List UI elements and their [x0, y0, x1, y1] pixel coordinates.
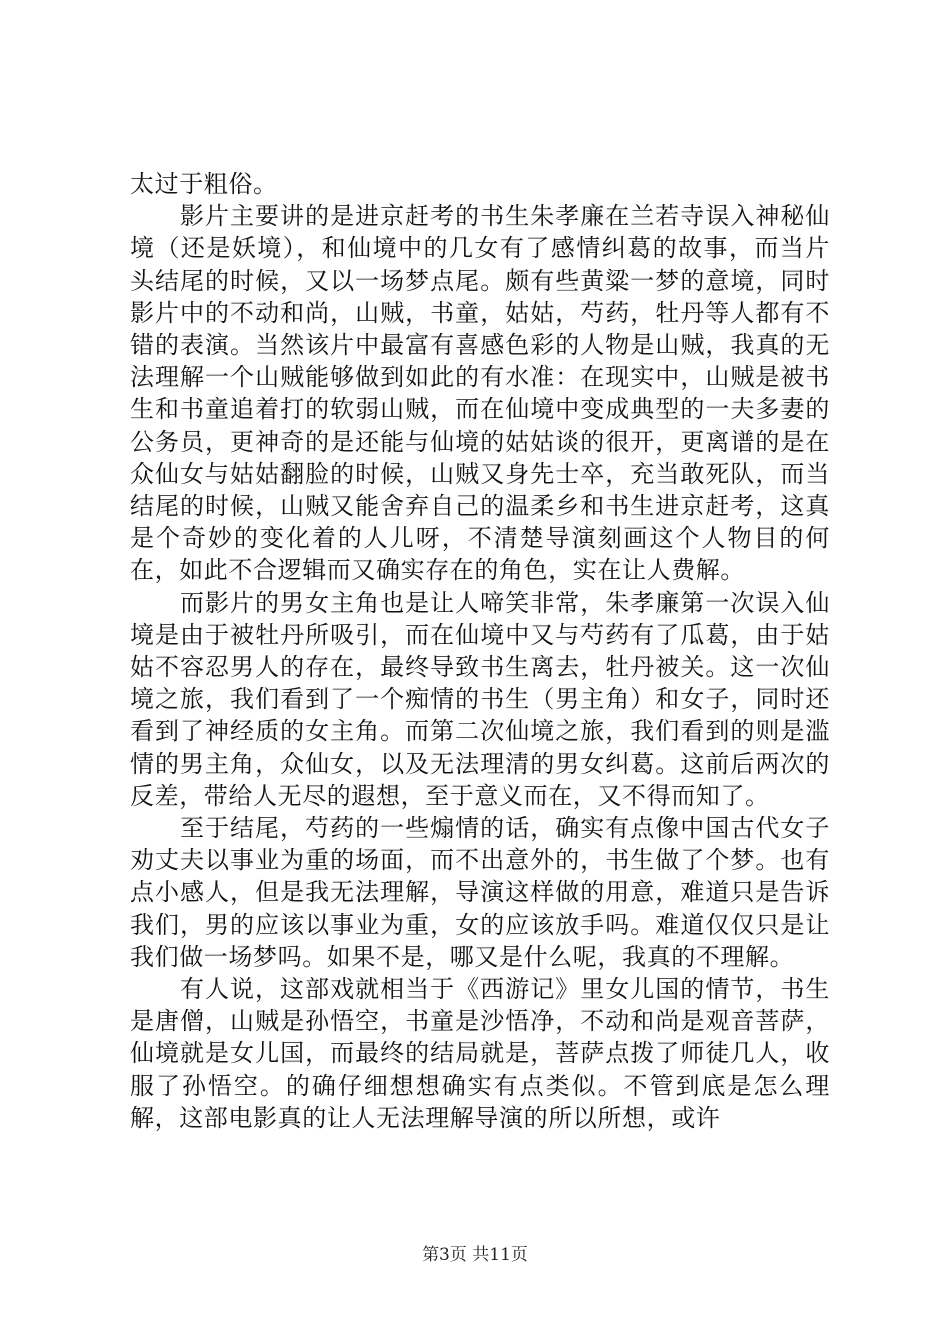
paragraph-journey-west-comparison: 有人说，这部戏就相当于《西游记》里女儿国的情节，书生是唐僧，山贼是孙悟空，书童是沙悟净，不动和尚是观音菩萨，仙境就是女儿国，而最终的结局就是，菩萨点拨了师徒几人，收服了孙悟空。的确仔细想想确实有点类似。不管到底是怎么理解，这部电影真的让人无法理解导演的所以所想，或许 — [130, 975, 830, 1132]
paragraph-continuation: 太过于粗俗。 — [130, 170, 278, 198]
paragraph-ending: 至于结尾，芍药的一些煽情的话，确实有点像中国古代女子劝丈夫以事业为重的场面，而不出意外的，书生做了个梦。也有点小感人，但是我无法理解，导演这样做的用意，难道只是告诉我们，男的应该以事业为重，女的应该放手吗。难道仅仅只是让我们做一场梦吗。如果不是，哪又是什么呢，我真的不理解。 — [130, 814, 830, 971]
page-number-footer: 第3页 共11页 — [422, 1245, 528, 1265]
paragraph-lead-roles: 而影片的男女主角也是让人啼笑非常，朱孝廉第一次误入仙境是由于被牡丹所吸引，而在仙境中又与芍药有了瓜葛，由于姑姑不容忍男人的存在，最终导致书生离去，牡丹被关。这一次仙境之旅，我们看到了一个痴情的书生（男主角）和女子，同时还看到了神经质的女主角。而第二次仙境之旅，我们看到的则是滥情的男主角，众仙女，以及无法理清的男女纠葛。这前后两次的反差，带给人无尽的遐想，至于意义而在，又不得而知了。 — [130, 588, 830, 810]
paragraph-plot-summary: 影片主要讲的是进京赶考的书生朱孝廉在兰若寺误入神秘仙境（还是妖境），和仙境中的几女有了感情纠葛的故事，而当片头结尾的时候，又以一场梦点尾。颇有些黄粱一梦的意境，同时影片中的不动和尚，山贼，书童，姑姑，芍药，牡丹等人都有不错的表演。当然该片中最富有喜感色彩的人物是山贼，我真的无法理解一个山贼能够做到如此的有水准：在现实中，山贼是被书生和书童追着打的软弱山贼，而在仙境中变成典型的一夫多妻的公务员，更神奇的是还能与仙境的姑姑谈的很开，更离谱的是在众仙女与姑姑翻脸的时候，山贼又身先士卒，充当敢死队，而当结尾的时候，山贼又能舍弃自己的温柔乡和书生进京赶考，这真是个奇妙的变化着的人儿呀，不清楚导演刻画这个人物目的何在，如此不合逻辑而又确实存在的角色，实在让人费解。 — [130, 202, 830, 585]
document-body — [130, 168, 830, 1134]
